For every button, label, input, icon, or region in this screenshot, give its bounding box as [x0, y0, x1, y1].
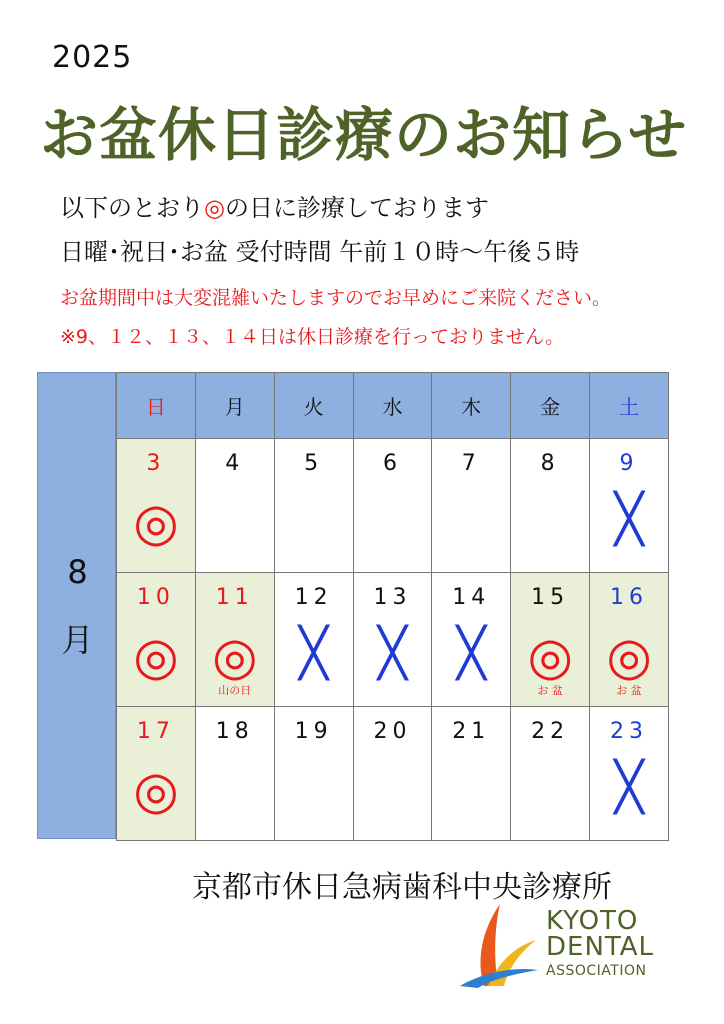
- day-cell: [353, 573, 432, 707]
- day-cell: [117, 573, 196, 707]
- closed-x-mark: ╳: [456, 625, 486, 681]
- day-cell: [511, 707, 590, 841]
- week-row: [117, 707, 669, 841]
- month-unit: 月: [61, 621, 94, 659]
- day-number: 11: [215, 585, 254, 610]
- intro-line-1: [60, 188, 489, 223]
- day-number: 19: [294, 719, 333, 744]
- day-number: 10: [136, 585, 175, 610]
- holiday-note: お 盆: [537, 684, 563, 697]
- day-cell: [432, 707, 511, 841]
- notice-crowded: お盆期間中は大変混雑いたしますのでお早めにご来院ください。: [60, 287, 612, 309]
- logo-line-dental: DENTAL: [546, 932, 655, 962]
- calendar-grid: [116, 372, 669, 841]
- clinic-open-mark: ◎: [212, 627, 258, 687]
- association-logo-text: [546, 908, 654, 980]
- month-number: 8: [67, 553, 88, 591]
- day-number: 18: [215, 719, 254, 744]
- day-cell: [432, 439, 511, 573]
- day-number: 17: [136, 719, 175, 744]
- page-title: お盆休日診療のお知らせ: [40, 101, 688, 169]
- day-cell: [195, 573, 274, 707]
- day-number: 4: [225, 451, 245, 476]
- closed-x-mark: ╳: [614, 491, 644, 547]
- day-cell: [432, 573, 511, 707]
- weekday-header-row: [117, 373, 669, 439]
- day-number: 20: [373, 719, 412, 744]
- closed-x-mark: ╳: [299, 625, 329, 681]
- clinic-open-mark: ◎: [606, 627, 652, 687]
- day-number: 3: [146, 451, 166, 476]
- clinic-open-mark: ◎: [133, 761, 179, 821]
- weekday-thu: 木: [432, 373, 511, 439]
- month-label-column: [37, 372, 116, 839]
- double-circle-symbol: ◎: [204, 194, 225, 222]
- week-row: [117, 573, 669, 707]
- day-cell: [274, 573, 353, 707]
- day-number: 9: [619, 451, 639, 476]
- clinic-open-mark: ◎: [133, 627, 179, 687]
- day-number: 13: [373, 585, 412, 610]
- day-number: 15: [531, 585, 570, 610]
- closed-x-mark: ╳: [378, 625, 407, 681]
- weekday-wed: 水: [353, 373, 432, 439]
- weekday-fri: 金: [511, 373, 590, 439]
- organization-name: 京都市休日急病歯科中央診療所: [192, 870, 612, 905]
- logo-line-association: ASSOCIATION: [546, 963, 647, 979]
- day-cell: [195, 439, 274, 573]
- weekday-sat: 土: [590, 373, 669, 439]
- day-number: 6: [382, 451, 402, 476]
- holiday-note: お 盆: [616, 684, 642, 697]
- day-cell: [274, 707, 353, 841]
- clinic-open-mark: ◎: [527, 627, 573, 687]
- day-cell: [590, 439, 669, 573]
- day-number: 21: [452, 719, 491, 744]
- day-number: 14: [452, 585, 491, 610]
- day-cell: [353, 439, 432, 573]
- day-number: 7: [461, 451, 481, 476]
- day-number: 8: [540, 451, 560, 476]
- day-number: 22: [531, 719, 570, 744]
- logo-line-kyoto: KYOTO: [546, 906, 639, 936]
- intro-text-after: の日に診療しております: [224, 194, 489, 222]
- day-cell: [117, 707, 196, 841]
- day-cell: [117, 439, 196, 573]
- weekday-mon: 月: [195, 373, 274, 439]
- year-label: 2025: [52, 40, 133, 75]
- weekday-tue: 火: [274, 373, 353, 439]
- day-cell: [274, 439, 353, 573]
- kyoto-dental-logo-icon: [454, 900, 540, 990]
- weekday-sun: 日: [117, 373, 196, 439]
- day-cell: [195, 707, 274, 841]
- clinic-open-mark: ◎: [133, 493, 179, 553]
- notice-closed-days: ※9、１２、１３、１４日は休日診療を行っておりません。: [60, 326, 565, 348]
- closed-x-mark: ╳: [614, 759, 644, 815]
- day-cell: [590, 573, 669, 707]
- day-number: 16: [610, 585, 649, 610]
- hours-line: 日曜･祝日･お盆 受付時間 午前１０時～午後５時: [60, 238, 580, 266]
- day-number: 23: [610, 719, 649, 744]
- week-row: [117, 439, 669, 573]
- day-number: 5: [304, 451, 324, 476]
- day-cell: [590, 707, 669, 841]
- calendar: [37, 372, 669, 839]
- day-cell: [511, 439, 590, 573]
- holiday-note: 山の日: [218, 684, 252, 697]
- day-cell: [511, 573, 590, 707]
- day-cell: [353, 707, 432, 841]
- intro-text-before: 以下のとおり: [60, 194, 204, 222]
- day-number: 12: [294, 585, 333, 610]
